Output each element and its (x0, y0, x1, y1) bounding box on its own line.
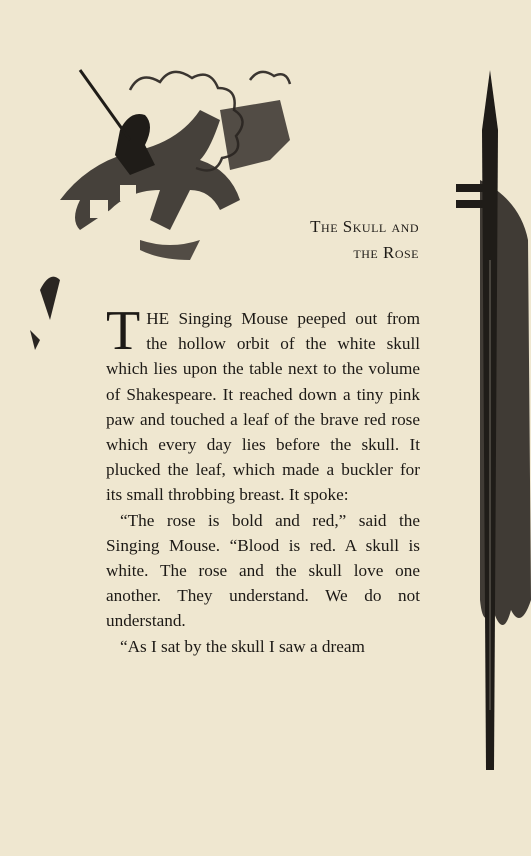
drop-cap: T (106, 300, 141, 362)
chapter-title (310, 214, 419, 266)
chapter-title-line-1: The Skull and (310, 217, 419, 236)
sword-and-banner-illustration (450, 60, 531, 800)
chapter-text (106, 300, 420, 659)
paragraph-1-text: HE Singing Mouse peeped out from the hollow orbit of the white skull which lies upon the table next to the volume of Shakespeare. It reached down a tiny pink paw and touched a leaf of the brave red rose which every day lies before the skull. It plucked the leaf, which made a buckler for its small throbbing breast. It spoke: (106, 309, 420, 505)
paragraph-3: “As I sat by the skull I saw a dream (120, 636, 365, 656)
paragraph-1 (106, 300, 420, 508)
paragraph-2: “The rose is bold and red,” said the Singing Mouse. “Blood is red. A skull is white. The rose and the skull love one another. They understand. We do not understand. (106, 510, 420, 631)
chapter-title-line-2: the Rose (353, 243, 419, 262)
